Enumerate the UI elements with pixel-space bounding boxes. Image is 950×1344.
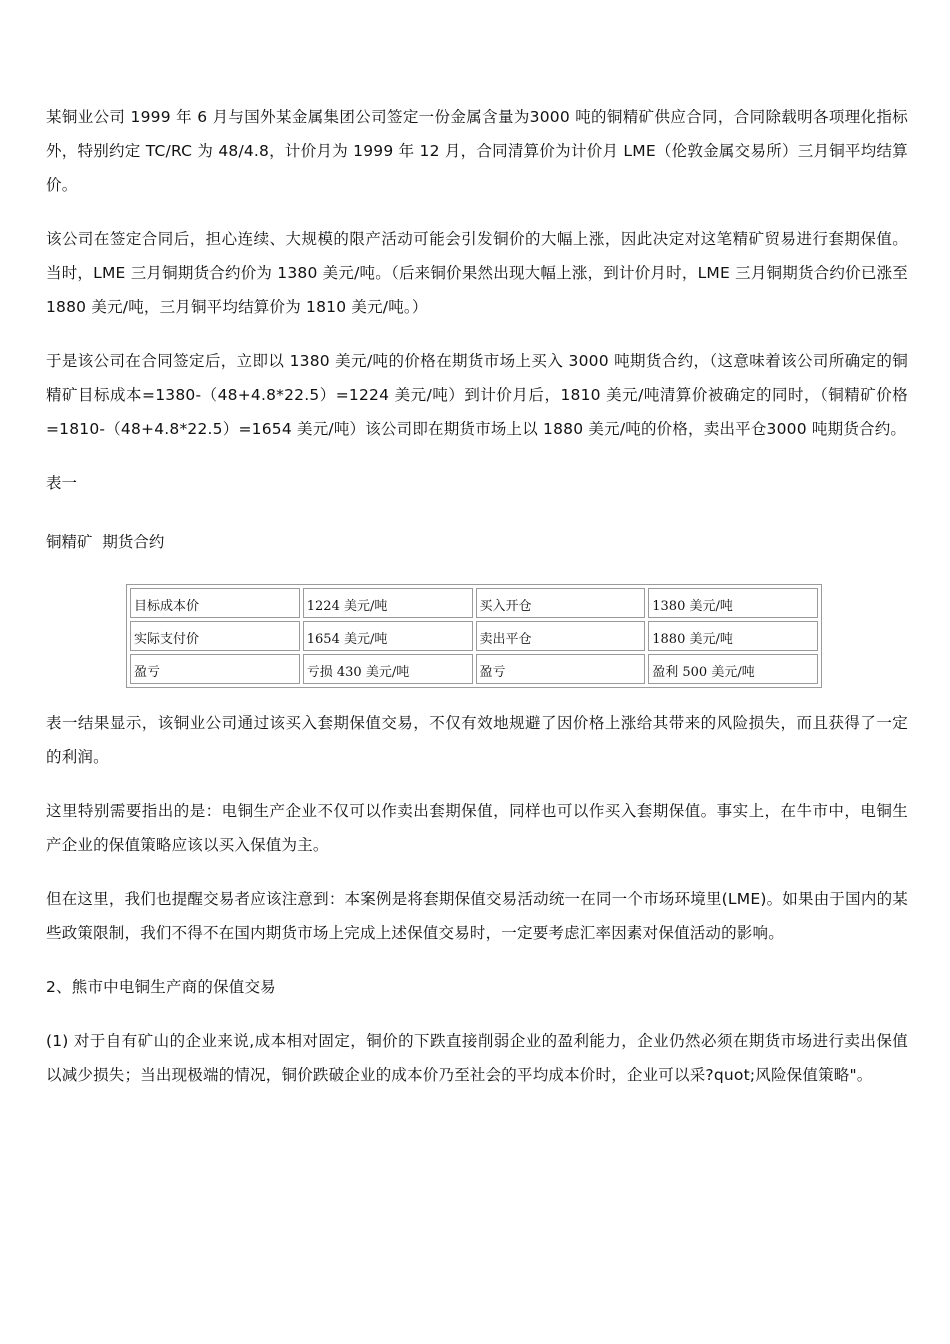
paragraph-exchange-rate-note: 但在这里，我们也提醒交易者应该注意到：本案例是将套期保值交易活动统一在同一个市场环境里(LME)。如果由于国内的某些政策限制，我们不得不在国内期货市场上完成上述保值交易时，一定要考虑汇率因素对保值活动的影响。 [46,890,908,942]
paragraph-futures-purchase: 于是该公司在合同签定后，立即以 1380 美元/吨的价格在期货市场上买入 3000 吨期货合约，（这意味着该公司所确定的铜精矿目标成本=1380-（48+4.8*22.5）=1224 美元/吨）到计价月后，1810 美元/吨清算价被确定的同时，（铜精矿价格=1810-（48+4.8*22.5）=1654 美元/吨）该公司即在期货市场上以 1880 美元/吨的价格，卖出平仓3000 吨期货合约。 [46,352,908,438]
table-cell: 盈亏 [130,654,300,684]
paragraph-bull-market-note: 这里特别需要指出的是：电铜生产企业不仅可以作卖出套期保值，同样也可以作买入套期保值。事实上，在牛市中，电铜生产企业的保值策略应该以买入保值为主。 [46,802,908,854]
table-row [130,621,818,651]
table-cell: 买入开仓 [476,588,646,618]
paragraph-hedging-decision: 该公司在签定合同后，担心连续、大规模的限产活动可能会引发铜价的大幅上涨，因此决定对这笔精矿贸易进行套期保值。当时，LME 三月铜期货合约价为 1380 美元/吨。（后来铜价果然出现大幅上涨，到计价月时，LME 三月铜期货合约价已涨至 1880 美元/吨，三月铜平均结算价为 1810 美元/吨。） [46,230,908,316]
table-cell: 实际支付价 [130,621,300,651]
table-cell: 卖出平仓 [476,621,646,651]
table-cell: 盈亏 [476,654,646,684]
table-cell: 1880 美元/吨 [648,621,818,651]
table-cell: 1380 美元/吨 [648,588,818,618]
paragraph-bear-market-strategy: (1) 对于自有矿山的企业来说,成本相对固定，铜价的下跌直接削弱企业的盈利能力，企业仍然必须在期货市场进行卖出保值以减少损失；当出现极端的情况，铜价跌破企业的成本价乃至社会的平均成本价时，企业可以采?quot;风险保值策略"。 [46,1032,908,1084]
table-cell: 盈利 500 美元/吨 [648,654,818,684]
table-row [130,654,818,684]
table-cell: 亏损 430 美元/吨 [303,654,473,684]
hedging-result-table [126,584,822,688]
table-cell: 目标成本价 [130,588,300,618]
section-heading: 2、熊市中电铜生产商的保值交易 [46,978,276,996]
table-title: 表一 [46,474,78,492]
table-row [130,588,818,618]
document-body [46,100,908,1112]
table-subtitle: 铜精矿 期货合约 [46,533,165,551]
paragraph-contract: 某铜业公司 1999 年 6 月与国外某金属集团公司签定一份金属含量为3000 吨的铜精矿供应合同，合同除载明各项理化指标外，特别约定 TC/RC 为 48/4.8，计价月为 1999 年 12 月，合同清算价为计价月 LME（伦敦金属交易所）三月铜平均结算价。 [46,108,908,194]
table-cell: 1224 美元/吨 [303,588,473,618]
table-cell: 1654 美元/吨 [303,621,473,651]
paragraph-table-result: 表一结果显示，该铜业公司通过该买入套期保值交易，不仅有效地规避了因价格上涨给其带来的风险损失，而且获得了一定的利润。 [46,714,908,766]
